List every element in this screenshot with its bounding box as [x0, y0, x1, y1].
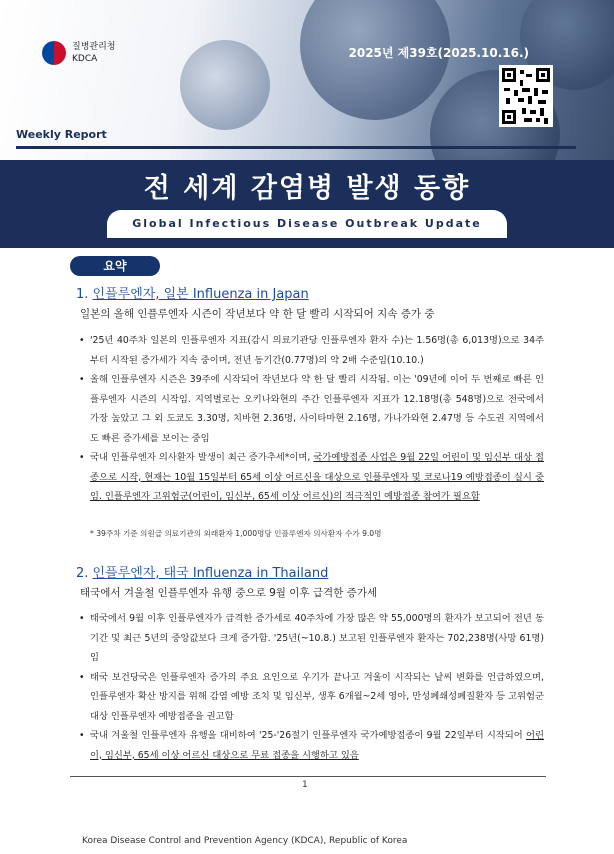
list-item: • 태국 보건당국은 인플루엔자 증가의 주요 요인으로 우기가 끝나고 겨울이 시작되는 날씨 변화를 언급하였으며, 인플루엔자 확산 방지를 위해 감염 예방 조치 및 임신부, 생후 6개월~2세 영아, 만성폐쇄성폐질환자 등 고위험군 대상 인플루엔자 예방접종을 권고함: [78, 668, 544, 727]
series-label: Weekly Report: [16, 128, 107, 141]
section-label: 인플루엔자, 일본 Influenza in Japan: [92, 287, 309, 302]
footer-text: Korea Disease Control and Prevention Agency (KDCA), Republic of Korea: [82, 836, 408, 846]
section-summary-japan: 일본의 올해 인플루엔자 시즌이 작년보다 약 한 달 빨리 시작되어 지속 증가 중: [80, 308, 435, 320]
issue-number: 2025년 제39호(2025.10.16.): [348, 46, 529, 60]
page-number: 1: [302, 780, 308, 790]
summary-badge: 요약: [70, 256, 160, 276]
header-banner: [0, 0, 614, 160]
bullet-list-japan: [78, 331, 544, 507]
section-label: 인플루엔자, 태국 Influenza in Thailand: [92, 566, 329, 581]
list-item: • 올해 인플루엔자 시즌은 39주에 시작되어 작년보다 약 한 달 빨리 시작됨. 이는 '09년에 이어 두 번째로 빠른 인플루엔자 시즌의 시작임. 지역별로는 오키나와현의 주간 인플루엔자 지표가 12.18명(총 548명)으로 전국에서 가장 높았고 그 외 도쿄도 3.30명, 치바현 2.36명, 사이타마현 2.16명, 가나가와현 2.47명 등 수도권 지역에서도 빠른 증가세를 보이는 중임: [78, 370, 544, 448]
taegeuk-icon: [42, 41, 66, 65]
page-title: 전 세계 감염병 발생 동향: [143, 173, 471, 204]
section-title-japan[interactable]: [76, 283, 309, 302]
list-item: [78, 448, 544, 507]
section-summary-thailand: 태국에서 겨울철 인플루엔자 유행 중으로 9월 이후 급격한 증가세: [80, 587, 378, 599]
org-korean-name: 질병관리청: [72, 42, 116, 52]
footnote: * 39주차 기준 의원급 의료기관의 외래환자 1,000명당 인플루엔자 의사환자 수가 9.0명: [90, 529, 382, 538]
bullet-list-thailand: [78, 609, 544, 765]
org-abbreviation: KDCA: [72, 54, 98, 64]
bullet-underlined-text: 국가예방접종 사업은 9월 22일 어린이 및 임신부 대상 접종으로 시작, 현재는 10월 15일부터 65세 이상 어르신을 대상으로 인플루엔자 및 코로나19 예방접종이 실시 중임. 인플루엔자 고위험군(어린이, 임신부, 65세 이상 어르신)의 적극적인 예방접종 참여가 필요함: [90, 452, 544, 502]
bullet-text: 국내 겨울철 인플루엔자 유행을 대비하여 '25-'26절기 인플루엔자 국가예방접종이 9월 22일부터 시작되어: [90, 730, 527, 741]
footer-divider: [70, 776, 546, 777]
list-item: • '25년 40주차 일본의 인플루엔자 지표(감시 의료기관당 인플루엔자 환자 수)는 1.56명(총 6,013명)으로 34주부터 시작된 증가세가 지속 중이며, 전년 동기간(0.77명)의 약 2배 수준임(10.10.): [78, 331, 544, 370]
bullet-text: 국내 인플루엔자 의사환자 발생이 최근 증가추세*이며,: [90, 452, 314, 463]
page-subtitle: Global Infectious Disease Outbreak Update: [132, 217, 482, 230]
bullet-underlined-text: 어린이, 임신부, 65세 이상 어르신 대상으로 무료 접종을 시행하고 있음: [90, 730, 544, 761]
section-number: 2.: [76, 566, 89, 581]
virus-illustration: [180, 40, 270, 130]
list-item: • 태국에서 9월 이후 인플루엔자가 급격한 증가세로 40주차에 가장 많은 약 55,000명의 환자가 보고되어 전년 동기간 및 최근 5년의 중앙값보다 크게 증가함. '25년(~10.8.) 보고된 인플루엔자 환자는 702,238명(사망 61명)임: [78, 609, 544, 668]
section-title-thailand[interactable]: [76, 562, 328, 581]
kdca-logo: [42, 41, 115, 65]
section-number: 1.: [76, 287, 89, 302]
list-item: [78, 726, 544, 765]
qr-code-icon[interactable]: [499, 65, 553, 127]
